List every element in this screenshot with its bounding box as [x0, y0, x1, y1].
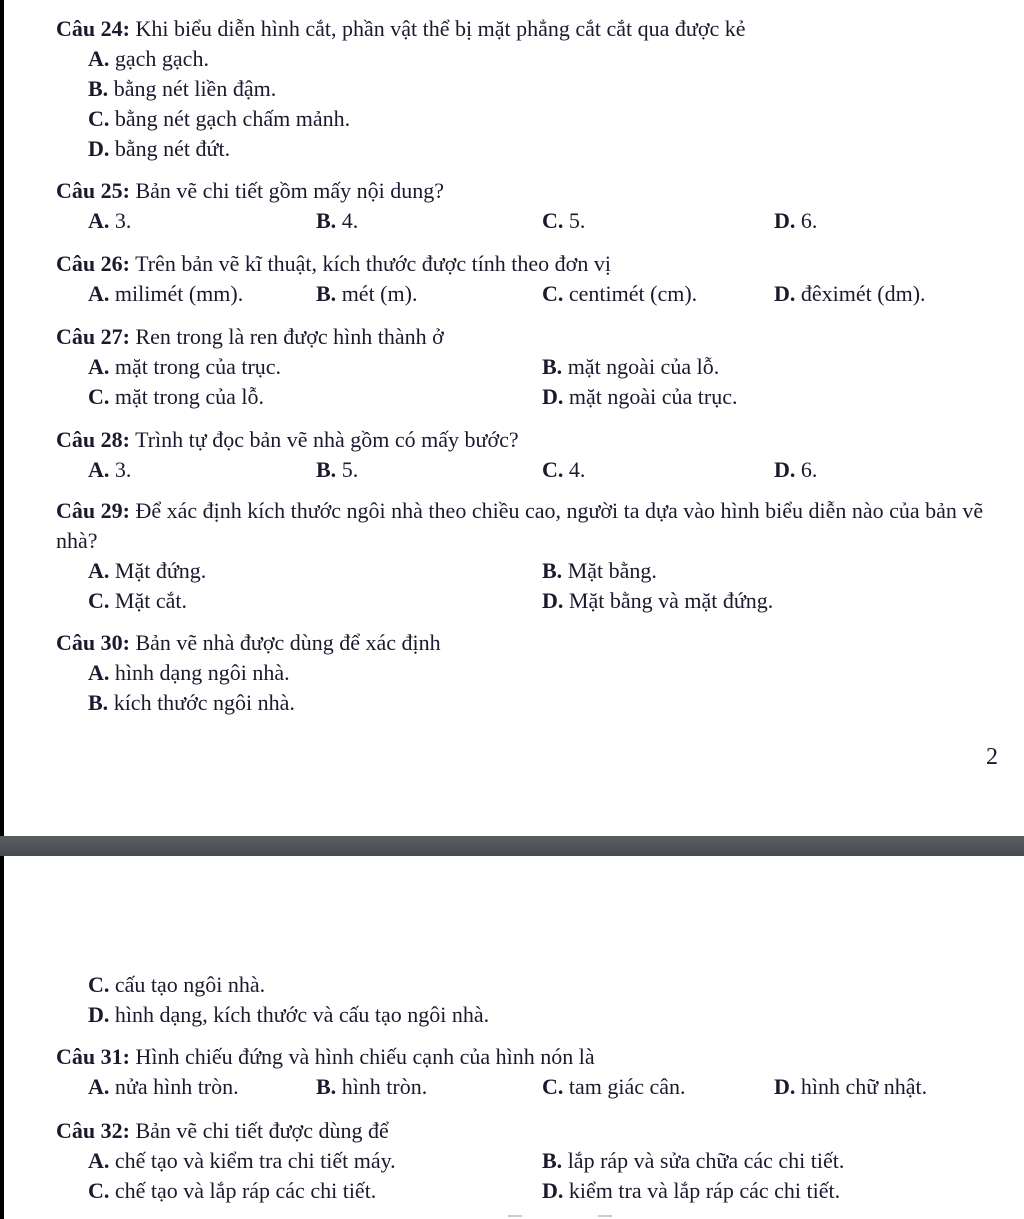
- cut-off-mark: [598, 1215, 612, 1217]
- question-number: Câu 24:: [56, 16, 130, 41]
- option-c: C. 4.: [542, 457, 586, 482]
- question-text: Để xác định kích thước ngôi nhà theo chiều cao, người ta dựa vào hình biểu diễn nào của bản vẽ nhà?: [56, 498, 984, 553]
- question-text: Trên bản vẽ kĩ thuật, kích thước được tính theo đơn vị: [135, 251, 611, 276]
- option-d: D. hình chữ nhật.: [774, 1074, 928, 1099]
- question-text: Trình tự đọc bản vẽ nhà gồm có mấy bước?: [135, 427, 519, 452]
- option-d: D. mặt ngoài của trục.: [542, 384, 738, 409]
- question-text: Hình chiếu đứng và hình chiếu cạnh của hình nón là: [135, 1044, 595, 1069]
- option-a: A. 3.: [88, 208, 132, 233]
- option-b: B. mét (m).: [316, 281, 418, 306]
- option-b: B. Mặt bằng.: [542, 558, 657, 583]
- option-c: C. centimét (cm).: [542, 281, 698, 306]
- document-page-2: [4, 856, 1024, 1219]
- option-d: D. Mặt bằng và mặt đứng.: [542, 588, 774, 613]
- question-number: Câu 30:: [56, 630, 130, 655]
- option-b: B. 5.: [316, 457, 359, 482]
- option-c: C. bằng nét gạch chấm mảnh.: [88, 106, 351, 131]
- question-number: Câu 32:: [56, 1118, 130, 1143]
- document-page-1: [4, 0, 1024, 837]
- cut-off-mark: [508, 1215, 522, 1217]
- question-text: Bản vẽ chi tiết được dùng để: [135, 1118, 389, 1143]
- question-text: Bản vẽ nhà được dùng để xác định: [135, 630, 441, 655]
- option-d: D. 6.: [774, 208, 818, 233]
- question-number: Câu 25:: [56, 178, 130, 203]
- option-b: B. kích thước ngôi nhà.: [88, 690, 295, 715]
- option-a: A. mặt trong của trục.: [88, 354, 282, 379]
- option-c: C. 5.: [542, 208, 586, 233]
- option-b: B. mặt ngoài của lỗ.: [542, 354, 720, 379]
- option-a: A. Mặt đứng.: [88, 558, 207, 583]
- question-number: Câu 26:: [56, 251, 130, 276]
- option-a: A. gạch gạch.: [88, 46, 209, 71]
- option-d: D. bằng nét đứt.: [88, 136, 231, 161]
- option-b: B. bằng nét liền đậm.: [88, 76, 277, 101]
- page-number: 2: [986, 744, 998, 770]
- option-a: A. nửa hình tròn.: [88, 1074, 239, 1099]
- question-text: Khi biểu diễn hình cắt, phần vật thể bị mặt phẳng cắt cắt qua được kẻ: [135, 16, 746, 41]
- question-number: Câu 31:: [56, 1044, 130, 1069]
- page-divider: [0, 836, 1024, 856]
- question-text: Bản vẽ chi tiết gồm mấy nội dung?: [135, 178, 445, 203]
- option-d: D. kiểm tra và lắp ráp các chi tiết.: [542, 1178, 841, 1203]
- question-number: Câu 28:: [56, 427, 130, 452]
- option-c: C. cấu tạo ngôi nhà.: [88, 972, 266, 997]
- option-d: D. đêximét (dm).: [774, 281, 926, 306]
- option-b: B. lắp ráp và sửa chữa các chi tiết.: [542, 1148, 845, 1173]
- option-c: C. chế tạo và lắp ráp các chi tiết.: [88, 1178, 377, 1203]
- option-b: B. hình tròn.: [316, 1074, 428, 1099]
- question-number: Câu 27:: [56, 324, 130, 349]
- option-c: C. Mặt cắt.: [88, 588, 187, 613]
- option-d: D. hình dạng, kích thước và cấu tạo ngôi nhà.: [88, 1002, 490, 1027]
- option-a: A. chế tạo và kiểm tra chi tiết máy.: [88, 1148, 396, 1173]
- question-number: Câu 29:: [56, 498, 130, 523]
- question-text: Ren trong là ren được hình thành ở: [135, 324, 444, 349]
- option-a: A. 3.: [88, 457, 132, 482]
- option-a: A. hình dạng ngôi nhà.: [88, 660, 290, 685]
- option-c: C. tam giác cân.: [542, 1074, 686, 1099]
- option-b: B. 4.: [316, 208, 359, 233]
- option-a: A. milimét (mm).: [88, 281, 244, 306]
- option-c: C. mặt trong của lỗ.: [88, 384, 264, 409]
- option-d: D. 6.: [774, 457, 818, 482]
